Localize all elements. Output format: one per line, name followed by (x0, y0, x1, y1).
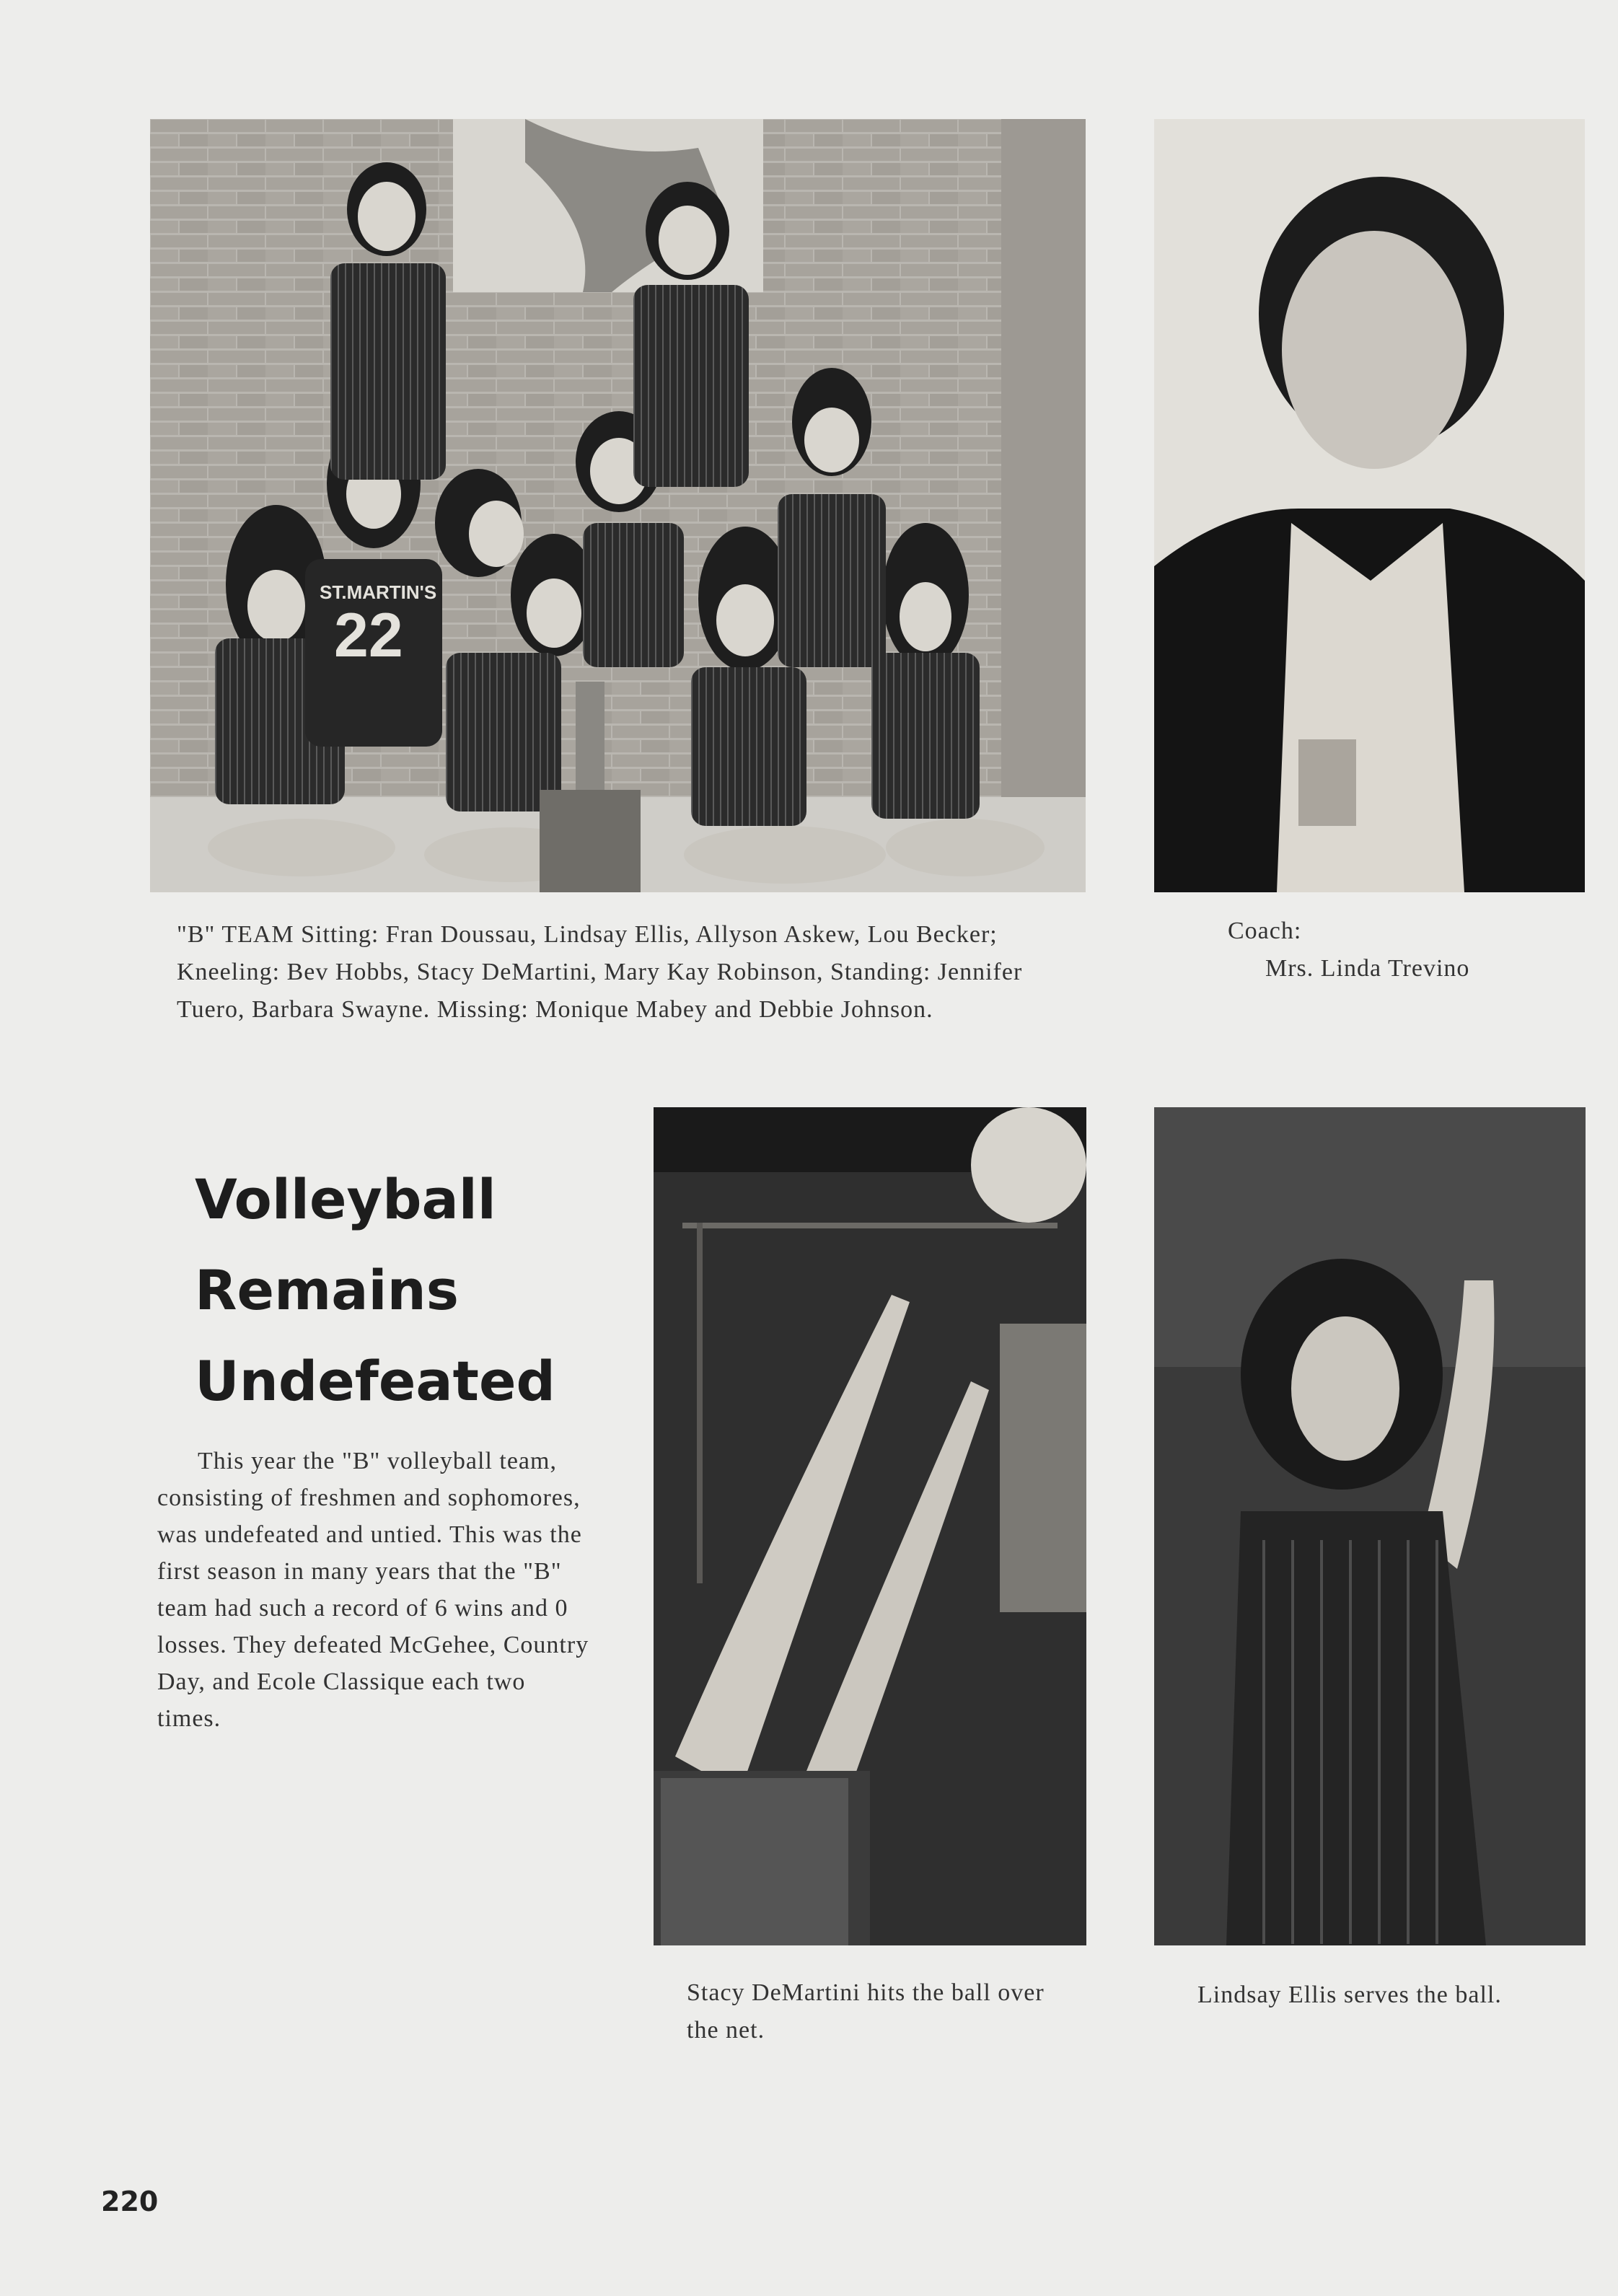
action-photo-2-caption: Lindsay Ellis serves the ball. (1197, 1981, 1502, 2008)
coach-name: Mrs. Linda Trevino (1265, 955, 1470, 982)
article-headline (195, 1154, 599, 1427)
team-photo-caption: "B" TEAM Sitting: Fran Doussau, Lindsay Ellis, Allyson Askew, Lou Becker; Kneeling: Bev Hobbs, Stacy DeMartini, Mary Kay Robinson, Standing: Jennifer Tuero, Barbara Swayne. Missing: Monique Mabey and Debbie Johnson. (177, 921, 1023, 1023)
coach-caption (1228, 912, 1574, 988)
headline-line-1: Volleyball (195, 1167, 496, 1231)
action-photo-2 (1154, 1107, 1586, 1945)
coach-photo (1154, 119, 1585, 892)
headline-line-2: Remains (195, 1258, 459, 1322)
coach-label: Coach: (1228, 918, 1302, 944)
jersey-number: 22 (334, 601, 403, 670)
article-body: This year the "B" volleyball team, consisting of freshmen and sophomores, was undefeated and untied. This was the first season in many years that the "B" team had such a record of 6 wins and 0 losses. They defeated McGehee, Country Day, and Ecole Classique each two times. (157, 1448, 589, 1732)
jersey-text: ST.MARTIN'S (320, 581, 437, 603)
page-number: 220 (101, 2186, 159, 2217)
action-photo-1 (654, 1107, 1086, 1945)
team-photo (150, 119, 1086, 892)
action-photo-1-caption: Stacy DeMartini hits the ball over the net. (687, 1979, 1045, 2044)
headline-line-3: Undefeated (195, 1349, 555, 1413)
